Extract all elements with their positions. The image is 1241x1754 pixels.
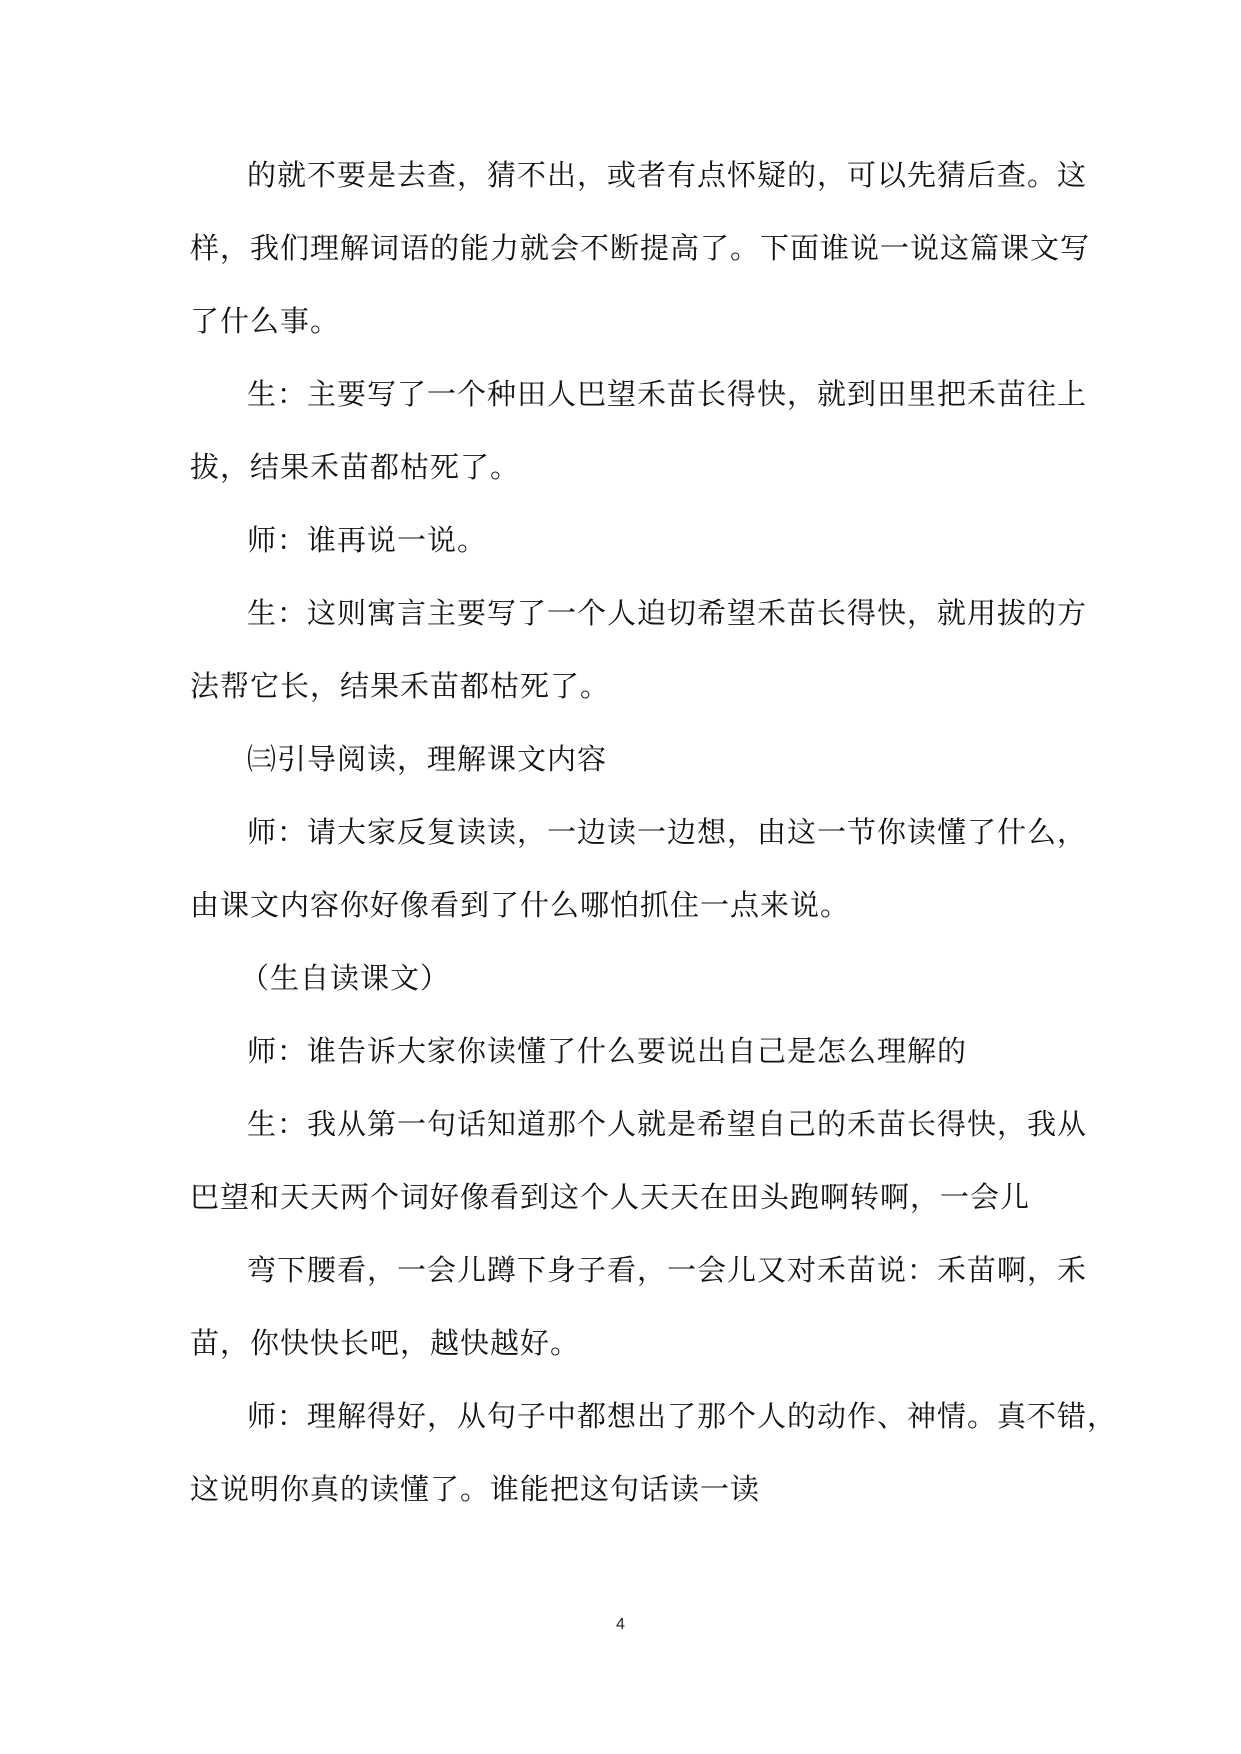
text-line: 了什么事。 [190,304,341,338]
text-line: 法帮它长，结果禾苗都枯死了。 [190,669,611,703]
text-line: 生：我从第一句话知道那个人就是希望自己的禾苗长得快，我从 [247,1107,1088,1141]
text-line: 师：理解得好，从句子中都想出了那个人的动作、神情。真不错， [247,1399,1118,1433]
text-line: 生：这则寓言主要写了一个人迫切希望禾苗长得快，就用拔的方 [247,596,1088,630]
text-line: 师：请大家反复读读，一边读一边想，由这一节你读懂了什么， [247,815,1088,849]
text-line: 苗，你快快长吧，越快越好。 [190,1326,581,1360]
text-line: 师：谁再说一说。 [247,523,488,557]
text-line: 的就不要是去查，猜不出，或者有点怀疑的，可以先猜后查。这 [247,158,1088,192]
text-line: 样，我们理解词语的能力就会不断提高了。下面谁说一说这篇课文写 [190,231,1091,265]
text-line: 由课文内容你好像看到了什么哪怕抓住一点来说。 [190,888,851,922]
text-line: 这说明你真的读懂了。谁能把这句话读一读 [190,1472,761,1506]
text-line: 弯下腰看，一会儿蹲下身子看，一会儿又对禾苗说：禾苗啊，禾 [247,1253,1088,1287]
text-line: （生自读课文） [240,961,451,995]
text-line: 巴望和天天两个词好像看到这个人天天在田头跑啊转啊，一会儿 [190,1180,1031,1214]
text-line: 生：主要写了一个种田人巴望禾苗长得快，就到田里把禾苗往上 [247,377,1088,411]
section-heading: ㈢引导阅读，理解课文内容 [247,742,608,776]
text-line: 师：谁告诉大家你读懂了什么要说出自己是怎么理解的 [247,1034,968,1068]
text-line: 拔，结果禾苗都枯死了。 [190,450,521,484]
page-number: 4 [616,1616,625,1633]
